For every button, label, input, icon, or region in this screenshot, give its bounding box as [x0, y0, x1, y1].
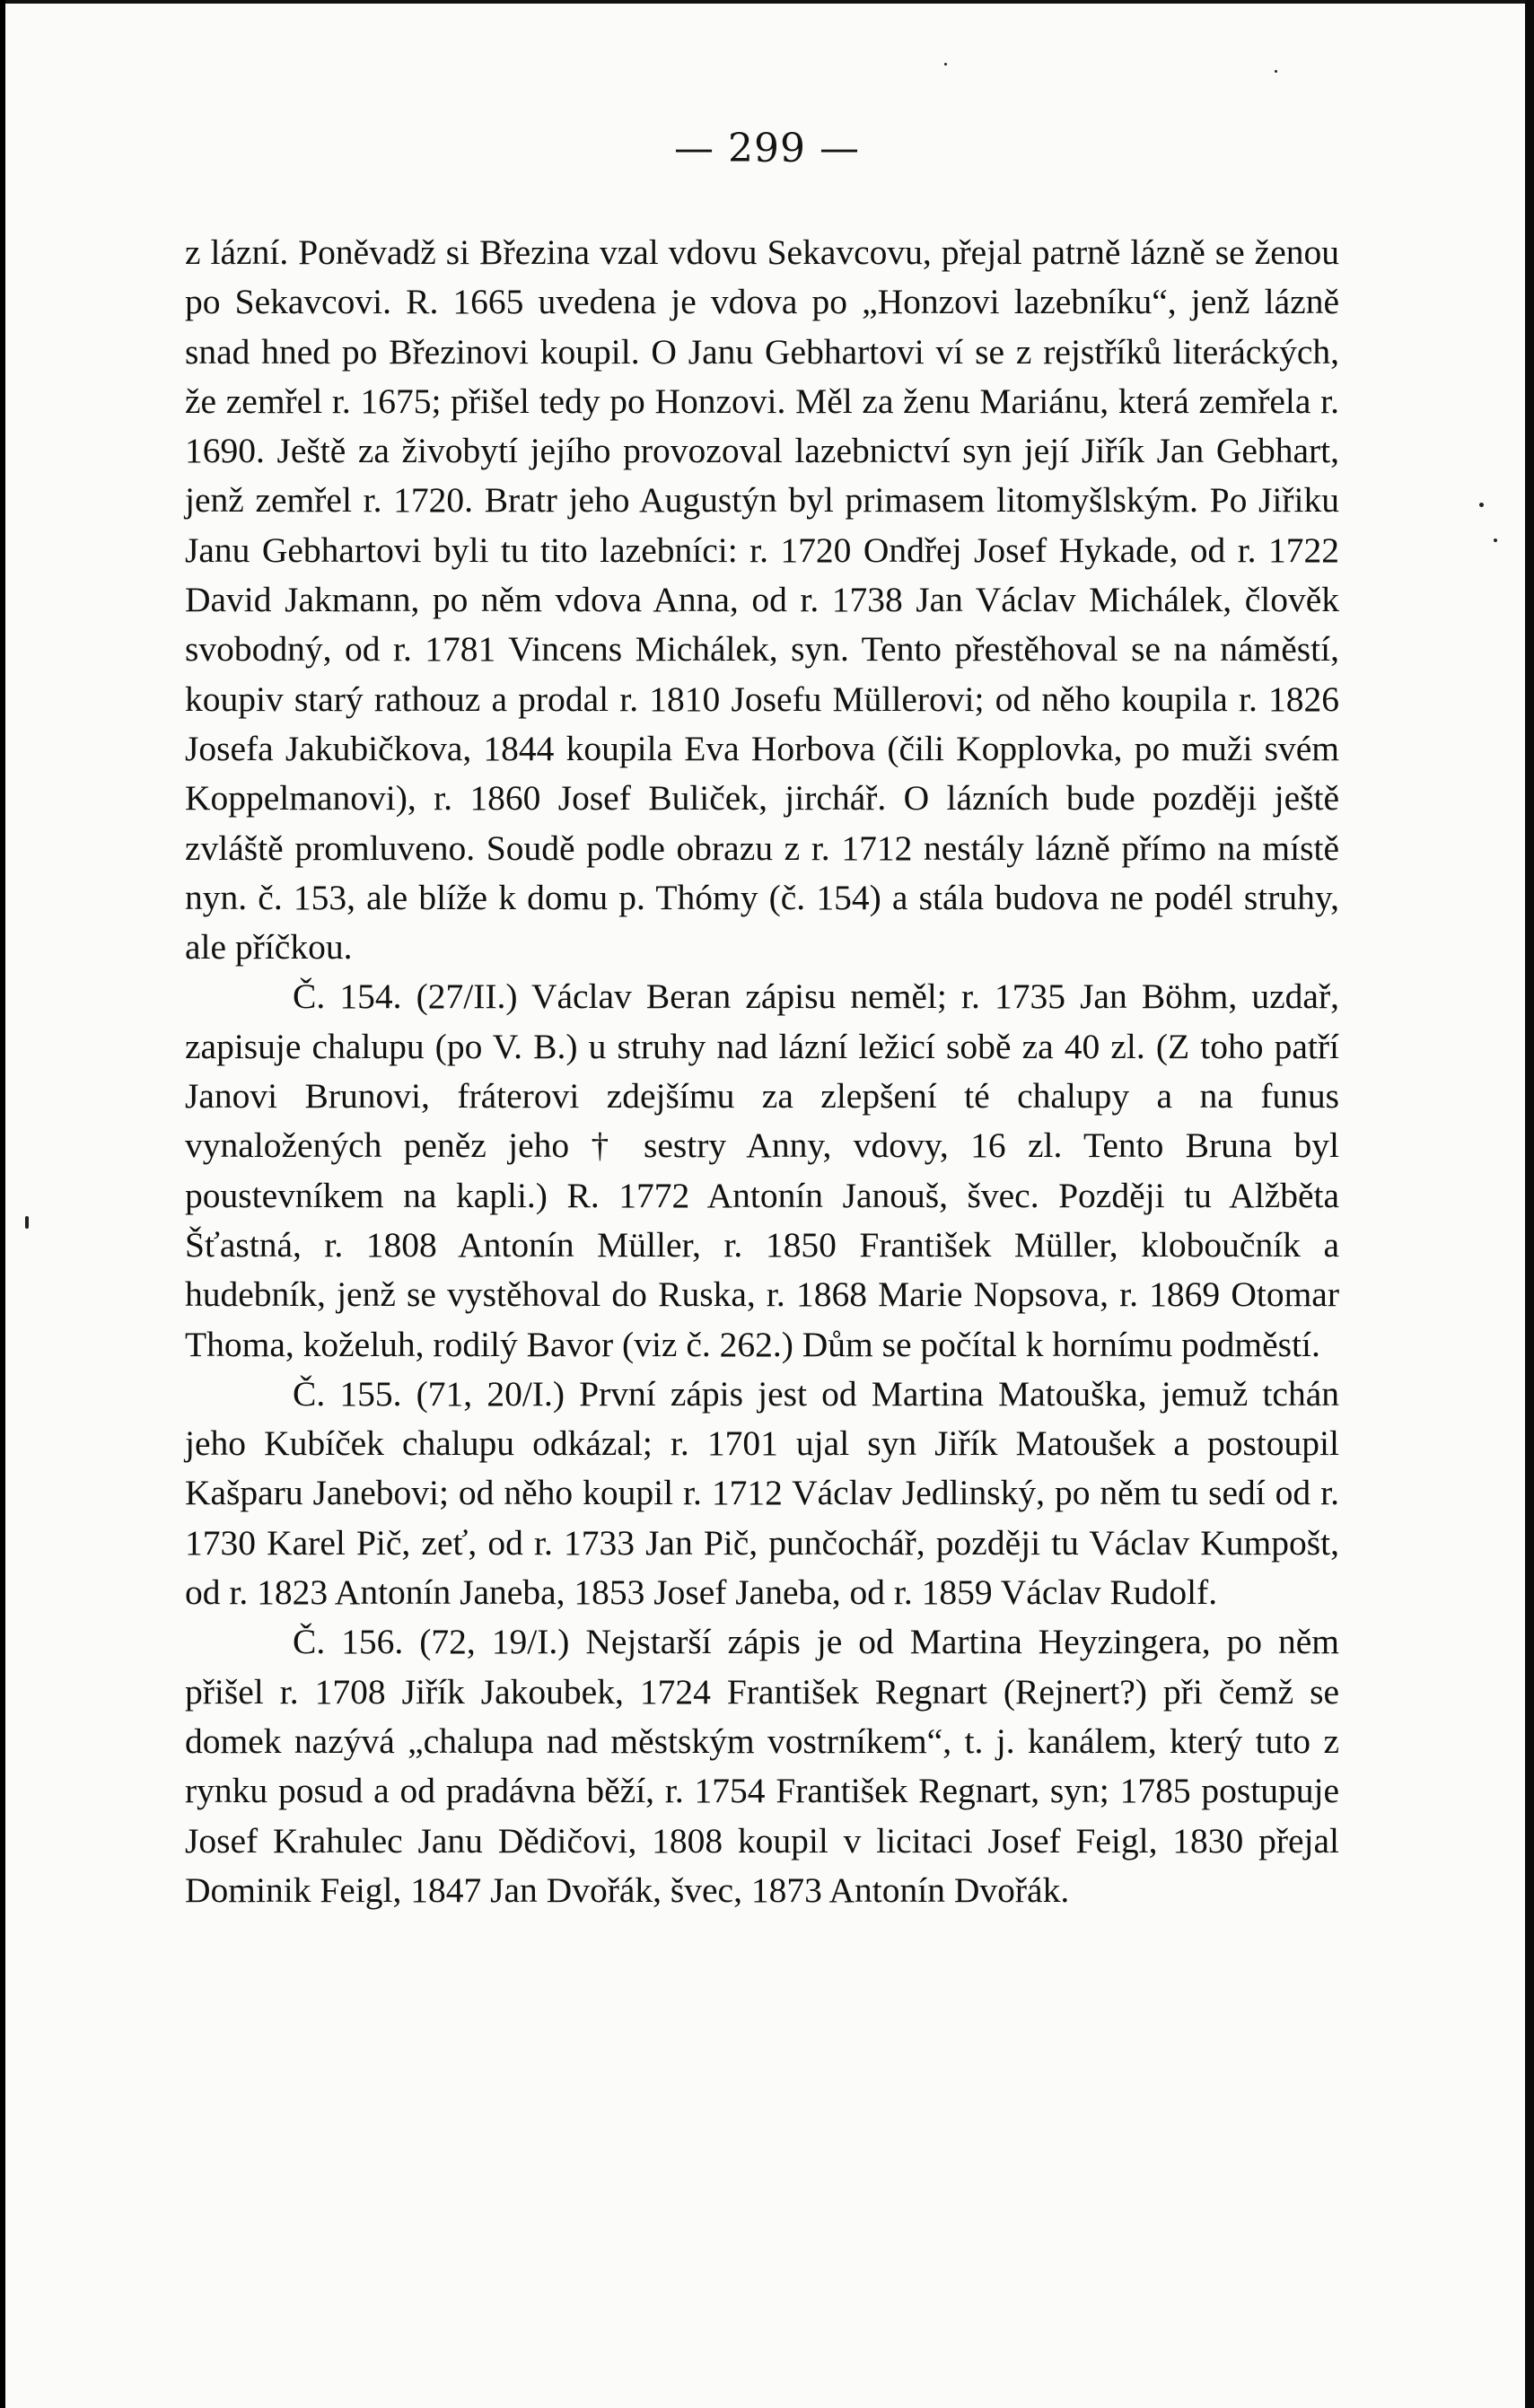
- paragraph: Č. 155. (71, 20/I.) První zápis jest od Martina Matouška, jemuž tchán jeho Kubíček chalupu odkázal; r. 1701 ujal syn Jiřík Matoušek a postoupil Kašparu Janebovi; od něho koupil r. 1712 Václav Jedlinský, po něm tu sedí od r. 1730 Karel Pič, zeť, od r. 1733 Jan Pič, punčochář, později tu Václav Kumpošt, od r. 1823 Antonín Janeba, 1853 Josef Janeba, od r. 1859 Václav Rudolf.: [185, 1373, 1339, 1613]
- scan-speck: [1494, 539, 1497, 542]
- body-text: [185, 228, 1339, 1915]
- scan-border-right: [1525, 0, 1534, 2408]
- scan-speck: [1479, 503, 1484, 507]
- scan-speck: [1275, 70, 1277, 73]
- scan-border-left: [0, 0, 5, 2408]
- scan-speck: [25, 1216, 29, 1229]
- scan-speck: [944, 63, 947, 66]
- page-number: — 299 —: [674, 126, 860, 171]
- paragraph: z lázní. Poněvadž si Březina vzal vdovu Sekavcovu, přejal patrně lázně se ženou po Sekavcovi. R. 1665 uvedena je vdova po „Honzovi lazebníku“, jenž lázně snad hned po Březinovi koupil. O Janu Gebhartovi ví se z rejstříků literáckých, že zemřel r. 1675; přišel tedy po Honzovi. Měl za ženu Mariánu, která zemřela r. 1690. Ještě za živobytí jejího provozoval lazebnictví syn její Jiřík Jan Gebhart, jenž zemřel r. 1720. Bratr jeho Augustýn byl primasem litomyšlským. Po Jiřiku Janu Gebhartovi byli tu tito lazebníci: r. 1720 Ondřej Josef Hykade, od r. 1722 David Jakmann, po něm vdova Anna, od r. 1738 Jan Václav Michálek, člověk svobodný, od r. 1781 Vincens Michálek, syn. Tento přestěhoval se na náměstí, koupiv starý rathouz a prodal r. 1810 Josefu Müllerovi; od něho koupila r. 1826 Josefa Jakubičkova, 1844 koupila Eva Horbova (čili Kopplovka, po muži svém Koppelmanovi), r. 1860 Josef Buliček, jirchář. O lázních bude později ještě zvláště promluveno. Soudě podle obrazu z r. 1712 nestály lázně přímo na místě nyn. č. 153, ale blíže k domu p. Thómy (č. 154) a stála budova ne podél struhy, ale příčkou.: [185, 232, 1339, 968]
- paragraph: Č. 154. (27/II.) Václav Beran zápisu neměl; r. 1735 Jan Böhm, uzdař, zapisuje chalupu (po V. B.) u struhy nad lázní ležicí sobě za 40 zl. (Z toho patří Janovi Brunovi, fráterovi zdejšímu za zlepšení té chalupy a na funus vynaložených peněz jeho † sestry Anny, vdovy, 16 zl. Tento Bruna byl poustevníkem na kapli.) R. 1772 Antonín Janouš, švec. Později tu Alžběta Šťastná, r. 1808 Antonín Müller, r. 1850 František Müller, kloboučník a hudebník, jenž se vystěhoval do Ruska, r. 1868 Marie Nopsova, r. 1869 Otomar Thoma, koželuh, rodilý Bavor (viz č. 262.) Dům se počítal k hornímu podměstí.: [185, 976, 1339, 1364]
- paragraph: Č. 156. (72, 19/I.) Nejstarší zápis je od Martina Heyzingera, po něm přišel r. 1708 Jiřík Jakoubek, 1724 František Regnart (Rejnert?) při čemž se domek nazývá „chalupa nad městským vostrníkem“, t. j. kanálem, který tuto z rynku posud a od pradávna běží, r. 1754 František Regnart, syn; 1785 postupuje Josef Krahulec Janu Dědičovi, 1808 koupil v licitaci Josef Feigl, 1830 přejal Dominik Feigl, 1847 Jan Dvořák, švec, 1873 Antonín Dvořák.: [185, 1622, 1339, 1910]
- scan-border-top: [0, 0, 1534, 4]
